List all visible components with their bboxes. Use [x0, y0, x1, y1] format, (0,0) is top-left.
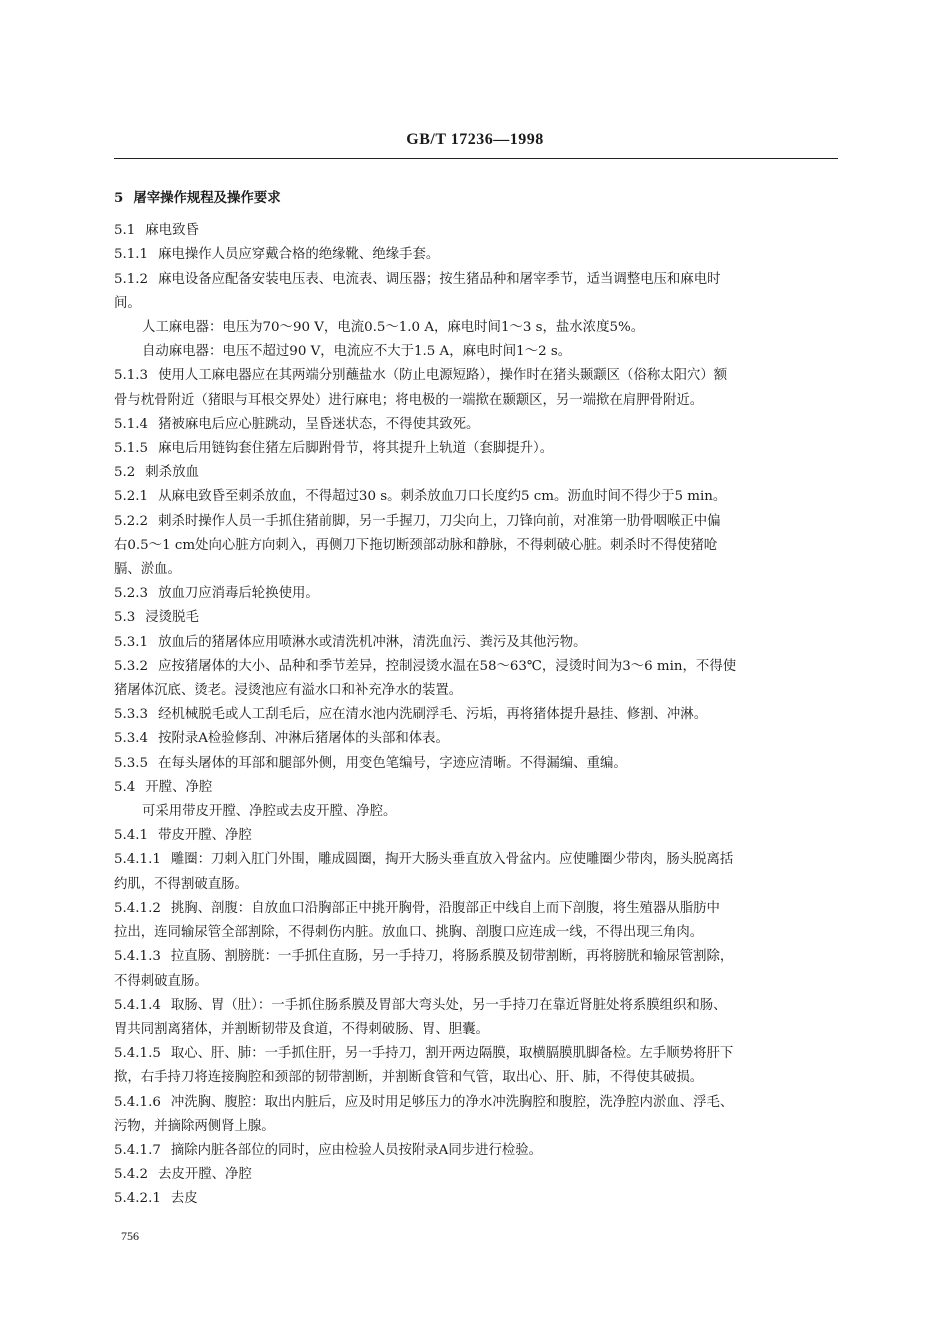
- clause-number: 5.1: [114, 223, 136, 239]
- text-line: [114, 364, 838, 388]
- text-line: [114, 703, 838, 727]
- clause-number: 5.3: [114, 610, 136, 626]
- clause-number: 5.1.1: [114, 247, 149, 263]
- text-line: [114, 582, 838, 606]
- header-rule: [114, 158, 838, 159]
- page-header: [0, 131, 950, 149]
- section-heading: [114, 461, 838, 485]
- text-line: [114, 340, 838, 364]
- standard-code: GB/T 17236—1998: [406, 131, 544, 148]
- text-line: [114, 316, 838, 340]
- clause-text: 屠宰操作规程及操作要求: [133, 190, 281, 206]
- clause-text: 取肠、胃（肚）：一手抓住肠系膜及胃部大弯头处，另一手持刀在靠近肾脏处将系膜组织和肠、: [170, 997, 727, 1013]
- document-body: [114, 186, 838, 1212]
- clause-text: 在每头屠体的耳部和腿部外侧，用变色笔编号，字迹应清晰。不得漏编、重编。: [158, 755, 627, 771]
- clause-number: 5.1.4: [114, 416, 149, 432]
- clause-text: 雕圈：刀刺入肛门外围，雕成圆圈，掏开大肠头垂直放入骨盆内。应使雕圈少带肉，肠头脱离括: [170, 852, 734, 868]
- clause-text: 摘除内脏各部位的同时，应由检验人员按附录A同步进行检验。: [170, 1142, 543, 1158]
- clause-text: 猪被麻电后应心脏跳动，呈昏迷状态，不得使其致死。: [158, 416, 480, 432]
- clause-text: 间。: [114, 295, 141, 311]
- clause-text: 刺杀时操作人员一手抓住猪前脚，另一手握刀，刀尖向上，刀锋向前，对准第一肋骨咽喉正中偏: [158, 513, 721, 529]
- text-line: [114, 873, 838, 897]
- clause-number: 5.4.1.7: [114, 1142, 161, 1158]
- clause-number: 5.3.2: [114, 658, 149, 674]
- clause-text: 膈、淤血。: [114, 562, 181, 578]
- clause-number: 5.4.1: [114, 828, 149, 844]
- clause-text: 约肌，不得割破直肠。: [114, 876, 248, 892]
- text-line: [114, 1139, 838, 1163]
- text-line: [114, 413, 838, 437]
- clause-text: 右0.5～1 cm处向心脏方向刺入，再侧刀下拖切断颈部动脉和静脉，不得刺破心脏。刺杀时不得使猪呛: [114, 537, 718, 553]
- clause-number: 5.1.5: [114, 441, 149, 457]
- clause-number: 5.4.1.2: [114, 900, 161, 916]
- text-line: [114, 437, 838, 461]
- text-line: [114, 631, 838, 655]
- clause-text: 从麻电致昏至刺杀放血，不得超过30 s。刺杀放血刀口长度约5 cm。沥血时间不得少于5 min。: [158, 489, 727, 505]
- clause-text: 开膛、净腔: [145, 779, 213, 795]
- clause-number: 5.4.2: [114, 1167, 149, 1183]
- text-line: [114, 679, 838, 703]
- clause-number: 5.2.3: [114, 586, 149, 602]
- section-title: [114, 186, 838, 210]
- text-line: [114, 1042, 838, 1066]
- section-heading: [114, 606, 838, 630]
- text-line: [114, 1066, 838, 1090]
- clause-text: 骨与枕骨附近（猪眼与耳根交界处）进行麻电；将电极的一端揿在颞颥区，另一端揿在肩胛骨附近。: [114, 392, 704, 408]
- text-line: [114, 897, 838, 921]
- clause-text: 拉出，连同输尿管全部割除，不得刺伤内脏。放血口、挑胸、剖腹口应连成一线，不得出现三角肉。: [114, 925, 704, 941]
- clause-text: 人工麻电器：电压为70～90 V，电流0.5～1.0 A，麻电时间1～3 s，盐水浓度5%。: [142, 320, 645, 336]
- text-line: [114, 534, 838, 558]
- text-line: [114, 292, 838, 316]
- text-line: [114, 921, 838, 945]
- clause-number: 5.4.1.5: [114, 1046, 161, 1062]
- text-line: [114, 243, 838, 267]
- clause-number: 5.3.5: [114, 755, 149, 771]
- clause-number: 5.1.2: [114, 271, 149, 287]
- clause-text: 应按猪屠体的大小、品种和季节差异，控制浸烫水温在58～63℃，浸烫时间为3～6 min，不得使: [158, 658, 737, 674]
- clause-text: 挑胸、剖腹：自放血口沿胸部正中挑开胸骨，沿腹部正中线自上而下剖腹，将生殖器从脂肪中: [170, 900, 720, 916]
- clause-text: 污物，并摘除两侧肾上腺。: [114, 1118, 275, 1134]
- text-line: [114, 389, 838, 413]
- clause-number: 5.3.1: [114, 634, 149, 650]
- clause-number: 5.2.1: [114, 489, 149, 505]
- text-line: [114, 994, 838, 1018]
- text-line: [114, 1018, 838, 1042]
- clause-number: 5.1.3: [114, 368, 149, 384]
- text-line: [114, 752, 838, 776]
- text-line: [114, 1187, 838, 1211]
- clause-text: 麻电后用链钩套住猪左后脚跗骨节，将其提升上轨道（套脚提升）。: [158, 441, 554, 457]
- clause-text: 麻电操作人员应穿戴合格的绝缘靴、绝缘手套。: [158, 247, 440, 263]
- clause-text: 麻电致昏: [145, 223, 199, 239]
- text-line: [114, 848, 838, 872]
- clause-text: 按附录A检验修刮、冲淋后猪屠体的头部和体表。: [158, 731, 449, 747]
- page-number: 756: [121, 1229, 139, 1243]
- clause-text: 经机械脱毛或人工刮毛后，应在清水池内洗刷浮毛、污垢，再将猪体提升悬挂、修割、冲淋。: [158, 707, 708, 723]
- text-line: [114, 558, 838, 582]
- clause-text: 冲洗胸、腹腔：取出内脏后，应及时用足够压力的净水冲洗胸腔和腹腔，洗净腔内淤血、浮毛、: [170, 1094, 734, 1110]
- clause-number: 5: [114, 190, 124, 206]
- clause-number: 5.4.2.1: [114, 1191, 161, 1207]
- clause-number: 5.4: [114, 779, 136, 795]
- text-line: [114, 485, 838, 509]
- text-line: [114, 1091, 838, 1115]
- clause-text: 自动麻电器：电压不超过90 V，电流应不大于1.5 A，麻电时间1～2 s。: [142, 344, 572, 360]
- clause-number: 5.3.3: [114, 707, 149, 723]
- clause-text: 猪屠体沉底、烫老。浸烫池应有溢水口和补充净水的装置。: [114, 683, 463, 699]
- clause-text: 可采用带皮开膛、净腔或去皮开膛、净腔。: [142, 804, 397, 820]
- text-line: [114, 945, 838, 969]
- clause-number: 5.4.1.4: [114, 997, 161, 1013]
- text-line: [114, 268, 838, 292]
- clause-text: 去皮开膛、净腔: [158, 1167, 252, 1183]
- clause-text: 胃共同割离猪体，并割断韧带及食道，不得刺破肠、胃、胆囊。: [114, 1021, 489, 1037]
- clause-text: 带皮开膛、净腔: [158, 828, 252, 844]
- text-line: [114, 970, 838, 994]
- text-line: [114, 800, 838, 824]
- clause-text: 拉直肠、割膀胱：一手抓住直肠，另一手持刀，将肠系膜及韧带割断，再将膀胱和输尿管割除，: [170, 949, 734, 965]
- clause-number: 5.2: [114, 465, 136, 481]
- clause-text: 刺杀放血: [145, 465, 199, 481]
- text-line: [114, 1115, 838, 1139]
- clause-text: 放血后的猪屠体应用喷淋水或清洗机冲淋，清洗血污、粪污及其他污物。: [158, 634, 587, 650]
- clause-text: 使用人工麻电器应在其两端分别蘸盐水（防止电源短路），操作时在猪头颞颥区（俗称太阳穴）额: [158, 368, 728, 384]
- clause-number: 5.2.2: [114, 513, 149, 529]
- section-heading: [114, 776, 838, 800]
- text-line: [114, 655, 838, 679]
- clause-text: 麻电设备应配备安装电压表、电流表、调压器；按生猪品种和屠宰季节，适当调整电压和麻电时: [158, 271, 721, 287]
- clause-number: 5.3.4: [114, 731, 149, 747]
- clause-number: 5.4.1.6: [114, 1094, 161, 1110]
- text-line: [114, 727, 838, 751]
- clause-text: 去皮: [170, 1191, 198, 1207]
- clause-number: 5.4.1.1: [114, 852, 161, 868]
- text-line: [114, 510, 838, 534]
- clause-text: 揿，右手持刀将连接胸腔和颈部的韧带割断，并割断食管和气管，取出心、肝、肺，不得使其破损。: [114, 1070, 704, 1086]
- text-line: [114, 1163, 838, 1187]
- clause-number: 5.4.1.3: [114, 949, 161, 965]
- clause-text: 不得刺破直肠。: [114, 973, 208, 989]
- section-heading: [114, 219, 838, 243]
- clause-text: 取心、肝、肺：一手抓住肝，另一手持刀，割开两边隔膜，取横膈膜肌脚备检。左手顺势将肝下: [170, 1046, 734, 1062]
- clause-text: 放血刀应消毒后轮换使用。: [158, 586, 319, 602]
- text-line: [114, 824, 838, 848]
- clause-text: 浸烫脱毛: [145, 610, 199, 626]
